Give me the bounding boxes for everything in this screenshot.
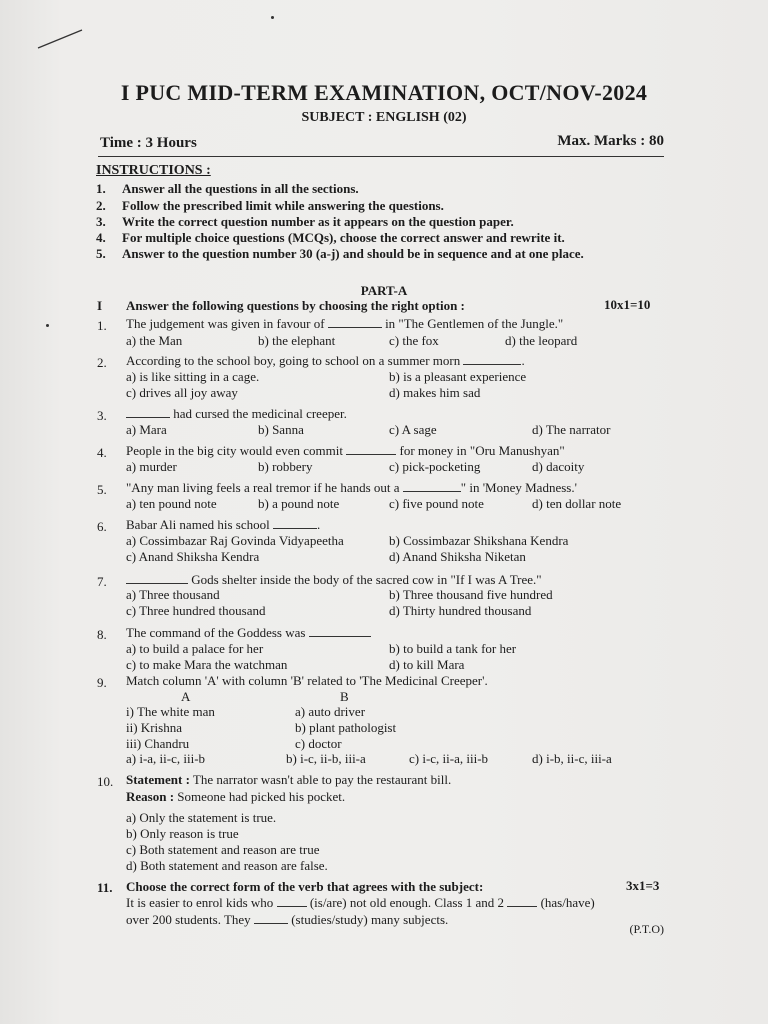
instruction-item: 5. Answer to the question number 30 (a-j) and should be in sequence and at one place. [96,246,584,261]
reason-line: Reason : Someone had picked his pocket. [126,789,346,804]
question-number: 5. [97,482,107,497]
question-number: 11. [97,880,113,895]
option: d) i-b, ii-c, iii-a [532,751,612,766]
option: b) Sanna [258,422,304,437]
speck-mark [271,16,274,19]
option: d) Both statement and reason are false. [126,858,328,873]
column-a-item: i) The white man [126,704,215,719]
part-a-heading: PART-A [360,283,408,298]
question-text: According to the school boy, going to school on a summer morn . [126,353,525,368]
option: c) five pound note [389,496,484,511]
question-text: Babar Ali named his school . [126,517,321,532]
question-text: Match column 'A' with column 'B' related to 'The Medicinal Creeper'. [126,673,488,688]
option: c) drives all joy away [126,385,238,400]
option: c) pick-pocketing [389,459,481,474]
answer-blank [463,354,521,365]
instruction-item: 2. Follow the prescribed limit while answering the questions. [96,198,444,213]
answer-blank [273,518,317,529]
option: c) i-c, ii-a, iii-b [409,751,489,766]
column-a-item: ii) Krishna [126,720,182,735]
answer-blank [254,913,288,924]
column-b-heading: B [340,689,349,704]
question-text: People in the big city would even commit for money in "Oru Manushyan" [126,443,565,458]
instruction-item: 1. Answer all the questions in all the sections. [96,181,359,196]
answer-blank [309,626,371,637]
header-divider [98,156,664,157]
option: b) the elephant [258,333,336,348]
column-a-item: iii) Chandru [126,736,190,751]
instructions-heading: INSTRUCTIONS : [96,163,211,178]
question-marks: 3x1=3 [626,878,660,893]
question-number: 7. [97,574,107,589]
option: b) Cossimbazar Shikshana Kendra [389,533,569,548]
subject-line: SUBJECT : ENGLISH (02) [301,110,467,125]
option: b) to build a tank for her [389,641,517,656]
instruction-item: 4. For multiple choice questions (MCQs), choose the correct answer and rewrite it. [96,230,565,245]
question-number: 1. [97,318,107,333]
question-number: 3. [97,408,107,423]
option: c) A sage [389,422,437,437]
option: d) Anand Shiksha Niketan [389,549,526,564]
question-number: 10. [97,774,114,789]
fill-blank-line: It is easier to enrol kids who (is/are) not old enough. Class 1 and 2 (has/have) [126,895,595,910]
question-number: 9. [97,675,107,690]
option: d) The narrator [532,422,611,437]
option: c) Both statement and reason are true [126,842,320,857]
fill-blank-line: over 200 students. They (studies/study) many subjects. [126,912,449,927]
question-text: The judgement was given in favour of in "The Gentlemen of the Jungle." [126,316,564,331]
option: a) Only the statement is true. [126,810,277,825]
option: a) murder [126,459,177,474]
question-text: The command of the Goddess was [126,625,371,641]
section-marks: 10x1=10 [604,297,651,312]
question-number: 8. [97,627,107,642]
option: a) is like sitting in a cage. [126,369,260,384]
option: a) Three thousand [126,587,220,602]
option: c) Anand Shiksha Kendra [126,549,260,564]
option: d) dacoity [532,459,585,474]
pen-mark [36,26,84,52]
option: d) ten dollar note [532,496,622,511]
column-a-heading: A [181,689,191,704]
answer-blank [403,481,461,492]
speck-mark [46,324,49,327]
answer-blank [277,896,307,907]
option: d) the leopard [505,333,578,348]
option: c) to make Mara the watchman [126,657,288,672]
option: b) i-c, ii-b, iii-a [286,751,366,766]
column-b-item: a) auto driver [295,704,366,719]
option: a) the Man [126,333,183,348]
column-b-item: c) doctor [295,736,342,751]
question-number: 6. [97,519,107,534]
answer-blank [126,573,188,584]
answer-blank [126,407,170,418]
max-marks: Max. Marks : 80 [557,133,664,149]
option: d) Thirty hundred thousand [389,603,532,618]
question-number: 4. [97,445,107,460]
question-text: "Any man living feels a real tremor if he hands out a " in 'Money Madness.' [126,480,577,495]
option: a) Cossimbazar Raj Govinda Vidyapeetha [126,533,344,548]
option: a) i-a, ii-c, iii-b [126,751,206,766]
option: b) is a pleasant experience [389,369,527,384]
exam-title: I PUC MID-TERM EXAMINATION, OCT/NOV-2024 [120,80,648,105]
page-turn-note: (P.T.O) [629,922,664,936]
question-text: Gods shelter inside the body of the sacred cow in "If I was A Tree." [126,572,542,588]
instruction-item: 3. Write the correct question number as it appears on the question paper. [96,214,514,229]
section-instruction: Answer the following questions by choosing the right option : [126,298,465,313]
option: b) robbery [258,459,313,474]
question-text: Choose the correct form of the verb that agrees with the subject: [126,879,484,894]
option: b) Only reason is true [126,826,239,841]
option: c) the fox [389,333,439,348]
option: b) a pound note [258,496,340,511]
question-text: had cursed the medicinal creeper. [126,406,347,422]
statement-line: Statement : The narrator wasn't able to pay the restaurant bill. [126,772,452,787]
answer-blank [328,317,382,328]
option: c) Three hundred thousand [126,603,266,618]
option: d) makes him sad [389,385,481,400]
option: a) Mara [126,422,167,437]
answer-blank [507,896,537,907]
exam-duration: Time : 3 Hours [100,135,197,151]
option: d) to kill Mara [389,657,465,672]
option: a) to build a palace for her [126,641,264,656]
column-b-item: b) plant pathologist [295,720,397,735]
option: a) ten pound note [126,496,217,511]
question-number: 2. [97,355,107,370]
section-number: I [97,298,103,313]
option: b) Three thousand five hundred [389,587,553,602]
answer-blank [346,444,396,455]
